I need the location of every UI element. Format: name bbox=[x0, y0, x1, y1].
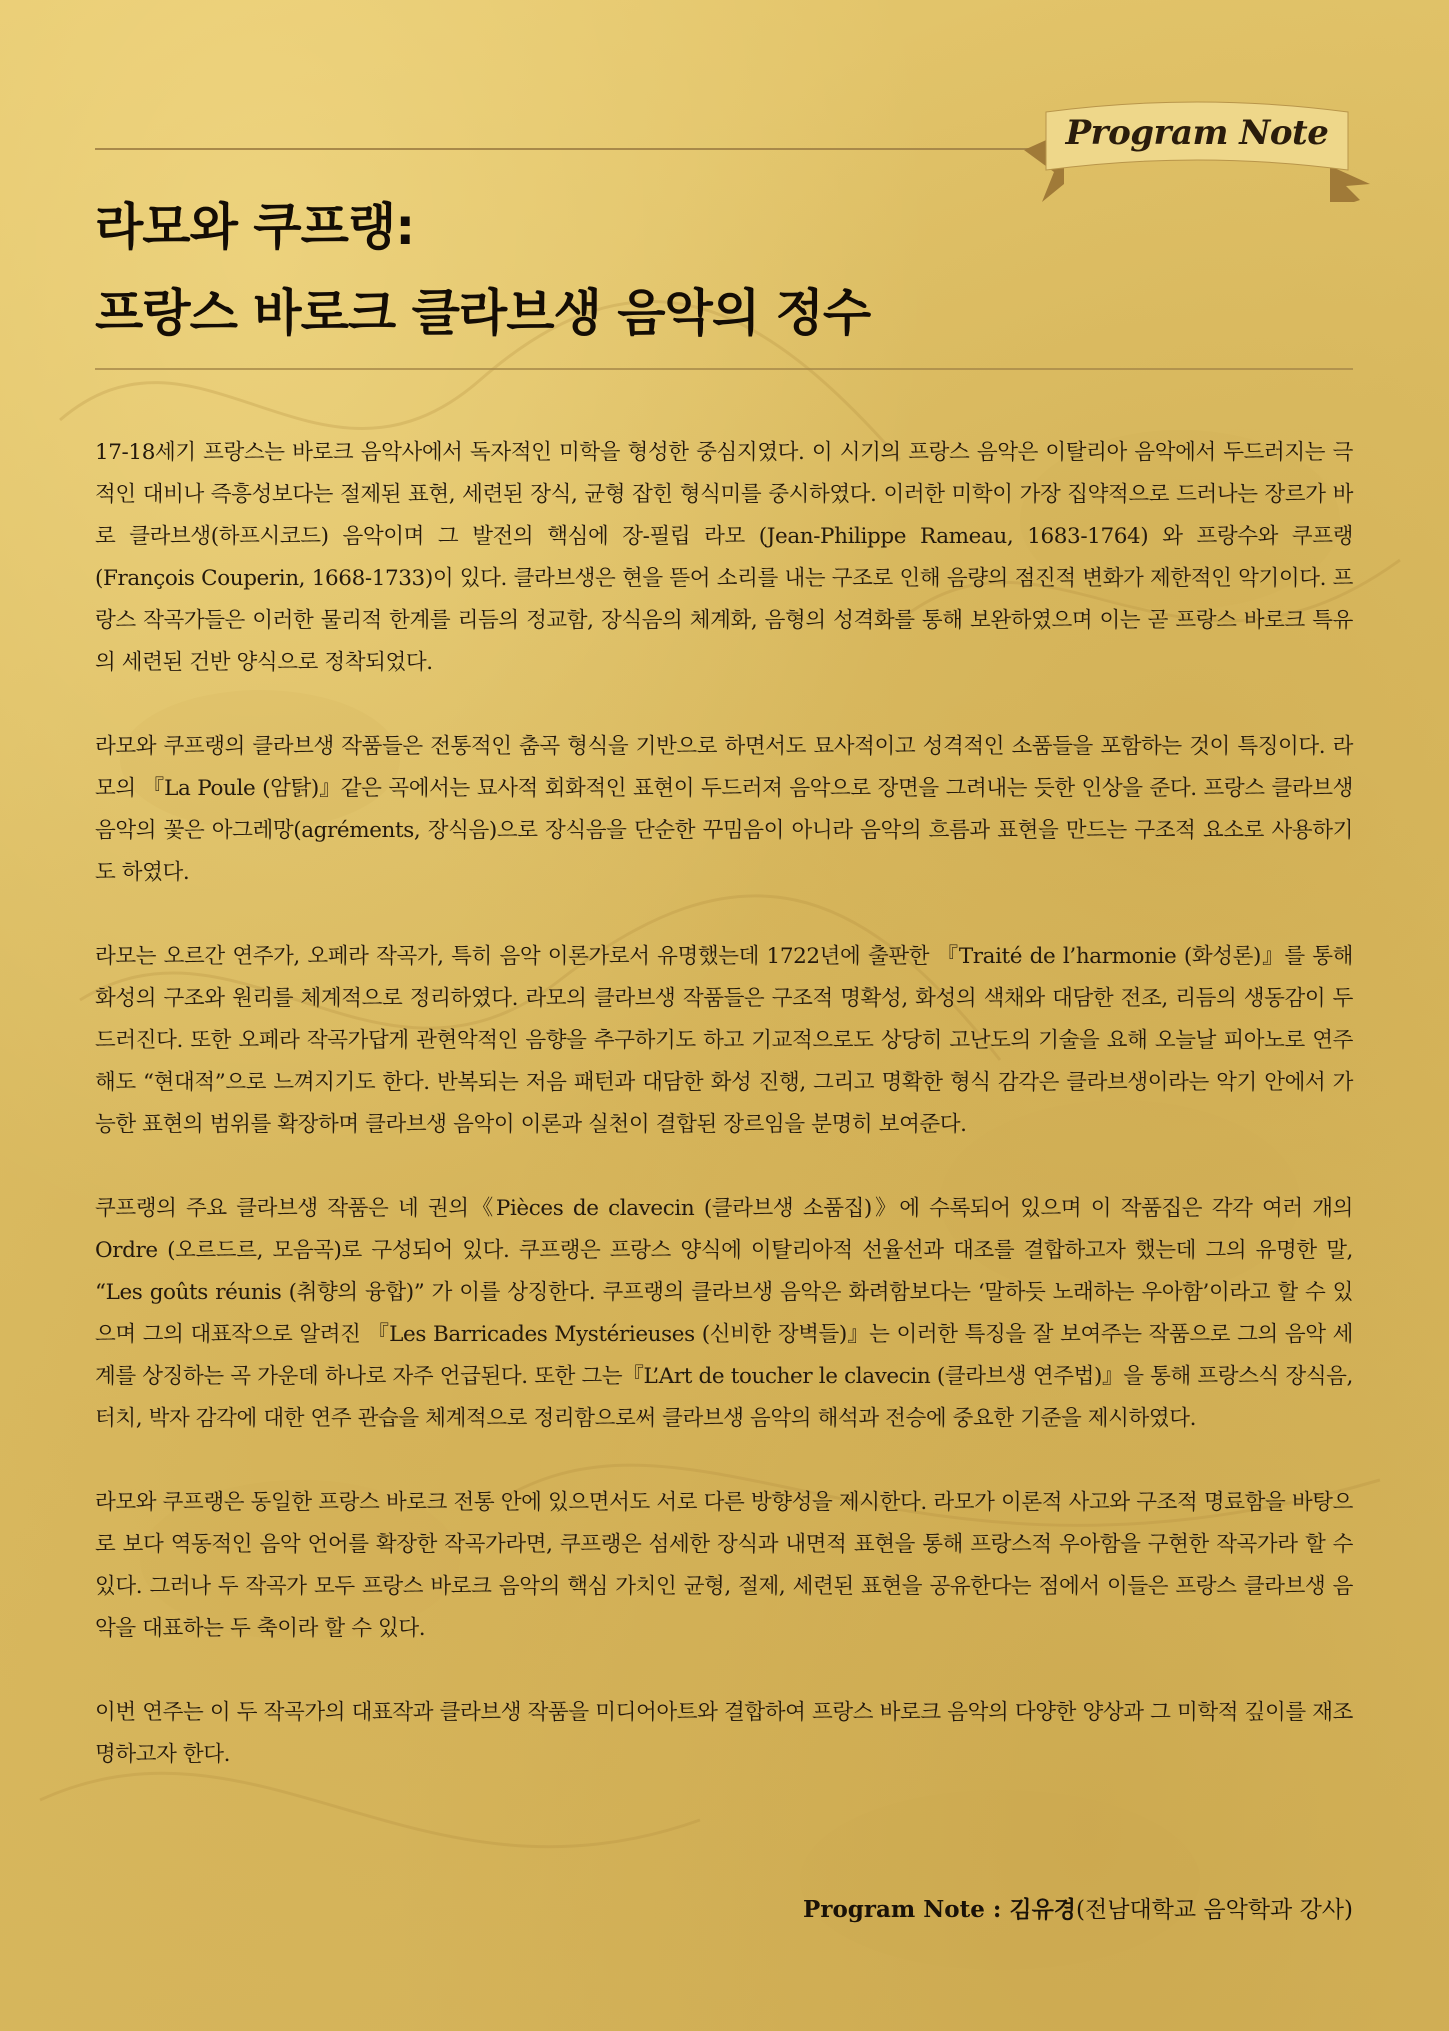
paragraph: 라모와 쿠프랭의 클라브생 작품들은 전통적인 춤곡 형식을 기반으로 하면서도 묘사적이고 성격적인 소품들을 포함하는 것이 특징이다. 라모의 『La Poule (암탉)』같은 곡에서는 묘사적 회화적인 표현이 두드러져 음악으로 장면을 그려내는 듯한 인상을 준다. 프랑스 클라브생 음악의 꽃은 아그레망(agréments, 장식음)으로 장식음을 단순한 꾸밈음이 아니라 음악의 흐름과 표현을 만드는 구조적 요소로 사용하기도 하였다. bbox=[95, 734, 1353, 885]
paragraph: 쿠프랭의 주요 클라브생 작품은 네 권의《Pièces de clavecin (클라브생 소품집)》에 수록되어 있으며 이 작품집은 각각 여러 개의 Ordre (오르드르, 모음곡)로 구성되어 있다. 쿠프랭은 프랑스 양식에 이탈리아적 선율선과 대조를 결합하고자 했는데 그의 유명한 말, “Les goûts réunis (취향의 융합)” 가 이를 상징한다. 쿠프랭의 클라브생 음악은 화려함보다는 ‘말하듯 노래하는 우아함’이라고 할 수 있으며 그의 대표작으로 알려진 『Les Barricades Mystérieuses (신비한 장벽들)』는 이러한 특징을 잘 보여주는 작품으로 그의 음악 세계를 상징하는 곡 가운데 하나로 자주 언급된다. 또한 그는『L’Art de toucher le clavecin (클라브생 연주법)』을 통해 프랑스식 장식음, 터치, 박자 감각에 대한 연주 관습을 체계적으로 정리함으로써 클라브생 음악의 해석과 전승에 중요한 기준을 제시하였다. bbox=[95, 1196, 1353, 1431]
credit-affiliation: (전남대학교 음악학과 강사) bbox=[1076, 1897, 1353, 1923]
title-line-2: 프랑스 바로크 클라브생 음악의 정수 bbox=[95, 284, 871, 342]
paragraph: 라모와 쿠프랭은 동일한 프랑스 바로크 전통 안에 있으면서도 서로 다른 방향성을 제시한다. 라모가 이론적 사고와 구조적 명료함을 바탕으로 보다 역동적인 음악 언어를 확장한 작곡가라면, 쿠프랭은 섬세한 장식과 내면적 표현을 통해 프랑스적 우아함을 구현한 작곡가라 할 수 있다. 그러나 두 작곡가 모두 프랑스 바로크 음악의 핵심 가치인 균형, 절제, 세련된 표현을 공유한다는 점에서 이들은 프랑스 클라브생 음악을 대표하는 두 축이라 할 수 있다. bbox=[95, 1490, 1353, 1641]
program-note-badge: Program Note bbox=[1065, 113, 1329, 153]
article-body bbox=[95, 432, 1353, 1818]
title-line-1: 라모와 쿠프랭: bbox=[95, 198, 415, 256]
title-divider bbox=[95, 368, 1353, 370]
credit-label: Program Note : bbox=[803, 1896, 1010, 1923]
paragraph: 라모는 오르간 연주가, 오페라 작곡가, 특히 음악 이론가로서 유명했는데 1722년에 출판한 『Traité de l’harmonie (화성론)』를 통해 화성의 구조와 원리를 체계적으로 정리하였다. 라모의 클라브생 작품들은 구조적 명확성, 화성의 색채와 대담한 전조, 리듬의 생동감이 두드러진다. 또한 오페라 작곡가답게 관현악적인 음향을 추구하기도 하고 기교적으로도 상당히 고난도의 기술을 요해 오늘날 피아노로 연주해도 “현대적”으로 느껴지기도 한다. 반복되는 저음 패턴과 대담한 화성 진행, 그리고 명확한 형식 감각은 클라브생이라는 악기 안에서 가능한 표현의 범위를 확장하며 클라브생 음악이 이론과 실천이 결합된 장르임을 분명히 보여준다. bbox=[95, 944, 1353, 1137]
credit-author-name: 김유경 bbox=[1009, 1896, 1077, 1923]
top-rule bbox=[95, 148, 1055, 150]
paragraph: 17-18세기 프랑스는 바로크 음악사에서 독자적인 미학을 형성한 중심지였다. 이 시기의 프랑스 음악은 이탈리아 음악에서 두드러지는 극적인 대비나 즉흥성보다는 절제된 표현, 세련된 장식, 균형 잡힌 형식미를 중시하였다. 이러한 미학이 가장 집약적으로 드러나는 장르가 바로 클라브생(하프시코드) 음악이며 그 발전의 핵심에 장-필립 라모 (Jean-Philippe Rameau, 1683-1764) 와 프랑수와 쿠프랭 (François Couperin, 1668-1733)이 있다. 클라브생은 현을 뜯어 소리를 내는 구조로 인해 음량의 점진적 변화가 제한적인 악기이다. 프랑스 작곡가들은 이러한 물리적 한계를 리듬의 정교함, 장식음의 체계화, 음형의 성격화를 통해 보완하였으며 이는 곧 프랑스 바로크 특유의 세련된 건반 양식으로 정착되었다. bbox=[95, 440, 1353, 675]
author-credit bbox=[803, 1891, 1353, 1924]
paragraph: 이번 연주는 이 두 작곡가의 대표작과 클라브생 작품을 미디어아트와 결합하여 프랑스 바로크 음악의 다양한 양상과 그 미학적 깊이를 재조명하고자 한다. bbox=[95, 1700, 1353, 1767]
page-title bbox=[95, 184, 1295, 356]
